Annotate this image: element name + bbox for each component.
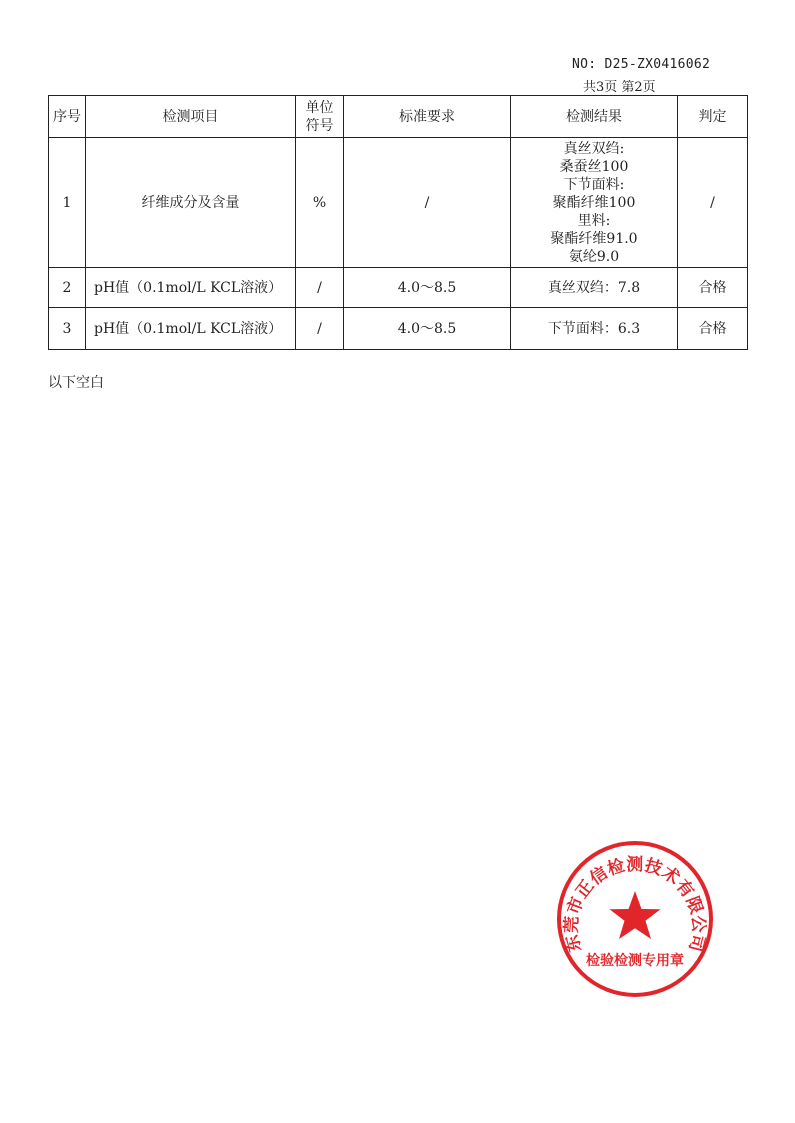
cell-unit: / (296, 268, 344, 308)
cell-item: pH值（0.1mol/L KCL溶液） (86, 308, 296, 350)
cell-judgement: 合格 (678, 268, 748, 308)
cell-unit: % (296, 138, 344, 268)
col-header-result: 检测结果 (511, 96, 678, 138)
cell-item: pH值（0.1mol/L KCL溶液） (86, 268, 296, 308)
seal-company-name: 东莞市正信检测技术有限公司 (561, 854, 709, 955)
table-row (49, 308, 748, 350)
table-row (49, 268, 748, 308)
col-header-item: 检测项目 (86, 96, 296, 138)
test-results-table (48, 95, 748, 350)
cell-result: 下节面料：6.3 (511, 308, 678, 350)
col-header-standard: 标准要求 (344, 96, 511, 138)
col-header-seq: 序号 (49, 96, 86, 138)
result-line: 聚酯纤维91.0 (550, 230, 638, 247)
cell-result (511, 138, 678, 268)
cell-unit: / (296, 308, 344, 350)
cell-result: 真丝双绉：7.8 (511, 268, 678, 308)
page-indicator: 共3页 第2页 (583, 80, 656, 95)
star-icon (610, 891, 661, 939)
cell-seq: 1 (49, 138, 86, 268)
result-line: 桑蚕丝100 (559, 158, 629, 175)
inspection-seal (555, 839, 715, 999)
cell-seq: 2 (49, 268, 86, 308)
seal-purpose: 检验检测专用章 (586, 953, 684, 969)
table-header-row (49, 96, 748, 138)
cell-standard: 4.0～8.5 (344, 308, 511, 350)
cell-seq: 3 (49, 308, 86, 350)
col-header-judgement: 判定 (678, 96, 748, 138)
cell-standard: 4.0～8.5 (344, 268, 511, 308)
result-line: 下节面料: (563, 176, 625, 193)
cell-standard: / (344, 138, 511, 268)
table-row (49, 138, 748, 268)
cell-item: 纤维成分及含量 (86, 138, 296, 268)
report-number: NO: D25-ZX0416062 (572, 57, 711, 72)
cell-judgement: / (678, 138, 748, 268)
col-header-unit-line1: 单位 (305, 99, 334, 116)
result-line: 聚酯纤维100 (552, 194, 636, 211)
result-line: 真丝双绉: (563, 140, 625, 157)
col-header-unit (296, 96, 344, 138)
result-line: 氨纶9.0 (568, 248, 620, 265)
result-line: 里料: (577, 212, 611, 229)
cell-judgement: 合格 (678, 308, 748, 350)
blank-below-note: 以下空白 (48, 375, 104, 391)
col-header-unit-line2: 符号 (305, 117, 334, 134)
